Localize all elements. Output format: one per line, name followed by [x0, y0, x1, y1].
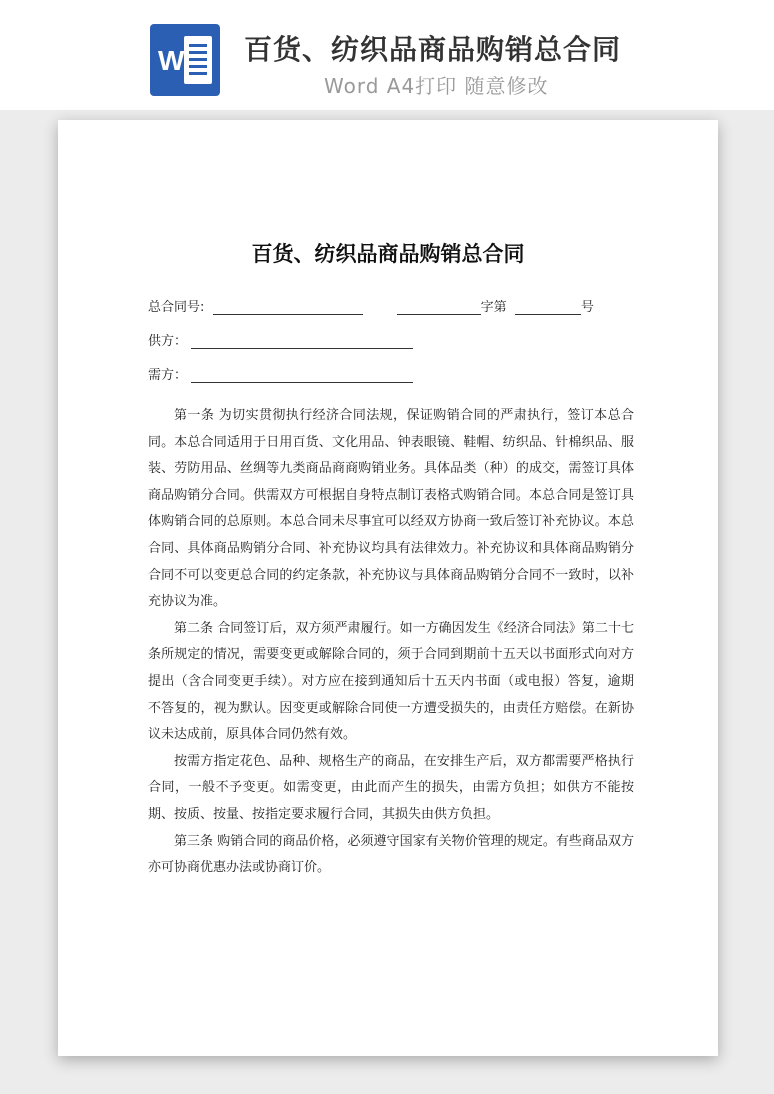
- document-page: [58, 120, 718, 1056]
- buyer-label: 需方：: [148, 368, 188, 383]
- contract-body: [148, 403, 634, 882]
- contract-prefix-blank[interactable]: [397, 300, 481, 315]
- supplier-row: [148, 330, 413, 349]
- word-icon-letter: W: [158, 45, 185, 76]
- header-subtitle: Word A4打印 随意修改: [324, 74, 549, 98]
- header-title: 百货、纺织品商品购销总合同: [244, 33, 622, 66]
- zi-label: 字第: [480, 300, 507, 315]
- buyer-row: [148, 364, 413, 383]
- document-lines-graphic: [184, 36, 212, 84]
- contract-number-label: 总合同号:: [148, 300, 205, 315]
- contract-number-row: [148, 296, 594, 315]
- paragraph-article-3: 第三条 购销合同的商品价格，必须遵守国家有关物价管理的规定。有些商品双方亦可协商优惠办法或协商订价。: [148, 833, 634, 876]
- buyer-blank[interactable]: [191, 368, 413, 383]
- contract-serial-blank[interactable]: [515, 300, 581, 315]
- supplier-label: 供方：: [148, 334, 188, 349]
- document-title: 百货、纺织品商品购销总合同: [251, 242, 525, 266]
- supplier-blank[interactable]: [191, 334, 413, 349]
- paragraph-article-1: 第一条 为切实贯彻执行经济合同法规，保证购销合同的严肃执行，签订本总合同。本总合同适用于日用百货、文化用品、钟表眼镜、鞋帽、纺织品、针棉织品、服装、劳防用品、丝绸等九类商品商商购销业务。具体品类（种）的成交，需签订具体商品购销分合同。供需双方可根据自身特点制订表格式购销合同。本总合同是签订具体购销合同的总原则。本总合同未尽事宜可以经双方协商一致后签订补充协议。本总合同、具体商品购销分合同、补充协议均具有法律效力。补充协议和具体商品购销分合同不可以变更总合同的约定条款，补充协议与具体商品购销分合同不一致时，以补充协议为准。: [148, 408, 634, 610]
- hao-label: 号: [580, 300, 594, 315]
- word-icon: [150, 24, 220, 96]
- paragraph-custom-goods: 按需方指定花色、品种、规格生产的商品，在安排生产后，双方都需要严格执行合同，一般不予变更。如需变更，由此而产生的损失，由需方负担；如供方不能按期、按质、按量、按指定要求履行合同，其损失由供方负担。: [148, 753, 634, 822]
- contract-number-blank[interactable]: [213, 300, 363, 315]
- paragraph-article-2: 第二条 合同签订后，双方须严肃履行。如一方确因发生《经济合同法》第二十七条所规定的情况，需要变更或解除合同的，须于合同到期前十五天以书面形式向对方提出（含合同变更手续）。对方应在接到通知后十五天内书面（或电报）答复，逾期不答复的，视为默认。因变更或解除合同使一方遭受损失的，由责任方赔偿。在新协议未达成前，原具体合同仍然有效。: [148, 620, 634, 743]
- header-banner: [0, 0, 774, 110]
